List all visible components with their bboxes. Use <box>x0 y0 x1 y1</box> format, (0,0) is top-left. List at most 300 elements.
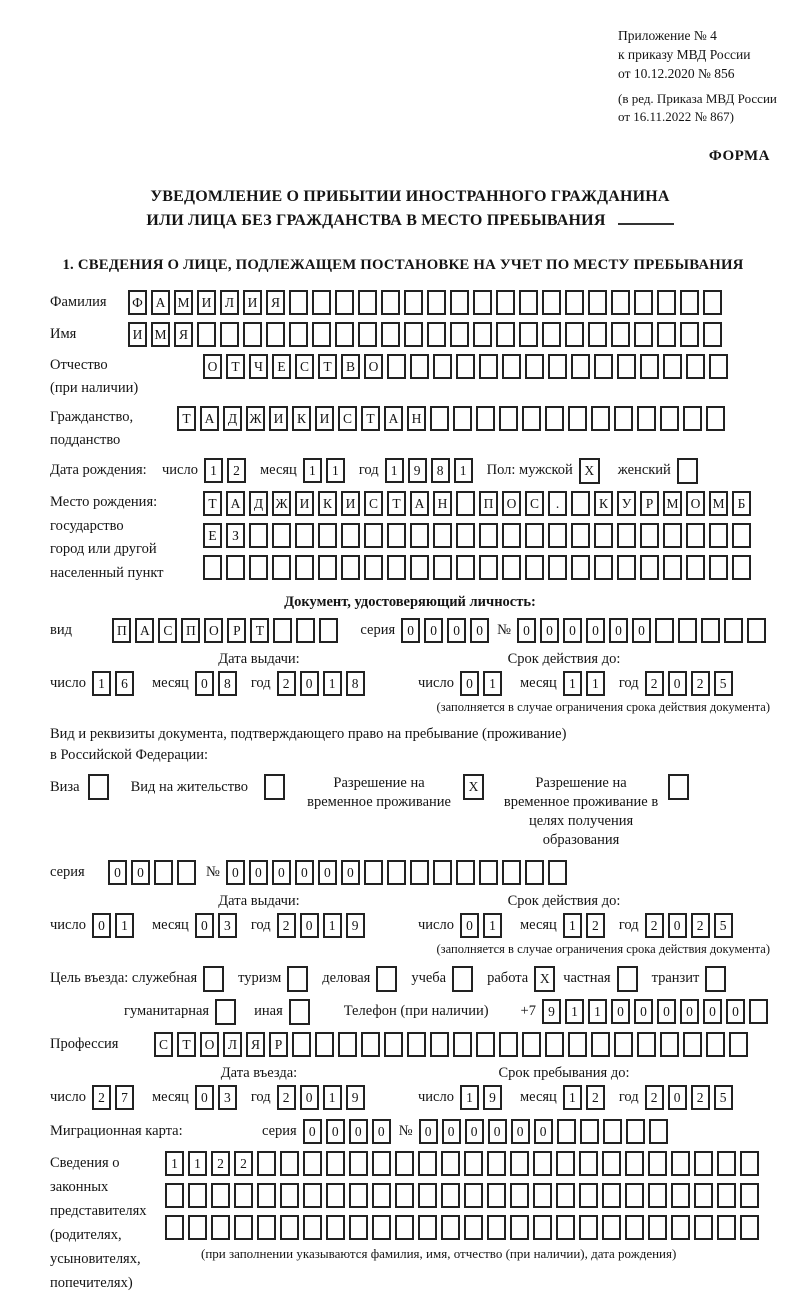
char-cell[interactable] <box>358 322 377 347</box>
char-cell[interactable] <box>292 1032 311 1057</box>
char-cell[interactable] <box>464 1215 483 1240</box>
char-cell[interactable] <box>594 555 613 580</box>
entry-day-input[interactable] <box>92 1085 138 1110</box>
char-cell[interactable]: 1 <box>483 913 502 938</box>
char-cell[interactable] <box>295 555 314 580</box>
char-cell[interactable]: 8 <box>431 458 450 483</box>
char-cell[interactable] <box>571 354 590 379</box>
char-cell[interactable]: М <box>174 290 193 315</box>
char-cell[interactable] <box>694 1183 713 1208</box>
char-cell[interactable] <box>381 322 400 347</box>
char-cell[interactable] <box>479 860 498 885</box>
char-cell[interactable] <box>724 618 743 643</box>
birthplace-line2-input[interactable] <box>203 523 755 548</box>
char-cell[interactable]: О <box>364 354 383 379</box>
char-cell[interactable] <box>502 555 521 580</box>
char-cell[interactable]: 0 <box>349 1119 368 1144</box>
char-cell[interactable] <box>625 1151 644 1176</box>
char-cell[interactable] <box>280 1151 299 1176</box>
char-cell[interactable]: 1 <box>165 1151 184 1176</box>
citizenship-input[interactable] <box>177 406 729 431</box>
char-cell[interactable] <box>525 555 544 580</box>
char-cell[interactable] <box>453 406 472 431</box>
char-cell[interactable]: С <box>158 618 177 643</box>
char-cell[interactable] <box>749 999 768 1024</box>
char-cell[interactable] <box>680 322 699 347</box>
legal-reps-line1-input[interactable] <box>165 1151 763 1176</box>
char-cell[interactable] <box>568 1032 587 1057</box>
char-cell[interactable] <box>349 1215 368 1240</box>
char-cell[interactable]: 0 <box>424 618 443 643</box>
char-cell[interactable] <box>404 322 423 347</box>
char-cell[interactable]: 2 <box>691 913 710 938</box>
char-cell[interactable]: 1 <box>565 999 584 1024</box>
res-valid-year-input[interactable] <box>645 913 737 938</box>
char-cell[interactable]: И <box>315 406 334 431</box>
char-cell[interactable] <box>266 322 285 347</box>
char-cell[interactable]: 1 <box>188 1151 207 1176</box>
res-issue-year-input[interactable] <box>277 913 369 938</box>
char-cell[interactable] <box>289 322 308 347</box>
char-cell[interactable]: М <box>151 322 170 347</box>
char-cell[interactable] <box>525 860 544 885</box>
char-cell[interactable]: Б <box>732 491 751 516</box>
char-cell[interactable]: У <box>617 491 636 516</box>
char-cell[interactable] <box>545 406 564 431</box>
char-cell[interactable] <box>648 1151 667 1176</box>
char-cell[interactable] <box>249 555 268 580</box>
stay-year-input[interactable] <box>645 1085 737 1110</box>
char-cell[interactable]: Ф <box>128 290 147 315</box>
char-cell[interactable]: 0 <box>318 860 337 885</box>
char-cell[interactable] <box>372 1183 391 1208</box>
char-cell[interactable]: 9 <box>346 1085 365 1110</box>
char-cell[interactable] <box>430 1032 449 1057</box>
char-cell[interactable]: 0 <box>611 999 630 1024</box>
char-cell[interactable] <box>326 1183 345 1208</box>
char-cell[interactable] <box>709 523 728 548</box>
purpose-work-checkbox[interactable] <box>534 966 559 992</box>
char-cell[interactable]: 9 <box>346 913 365 938</box>
char-cell[interactable] <box>694 1151 713 1176</box>
char-cell[interactable]: 2 <box>92 1085 111 1110</box>
char-cell[interactable] <box>410 555 429 580</box>
char-cell[interactable]: С <box>295 354 314 379</box>
char-cell[interactable]: 5 <box>714 671 733 696</box>
char-cell[interactable]: 0 <box>300 913 319 938</box>
char-cell[interactable]: И <box>128 322 147 347</box>
char-cell[interactable]: Я <box>266 290 285 315</box>
char-cell[interactable] <box>640 523 659 548</box>
char-cell[interactable] <box>655 618 674 643</box>
char-cell[interactable]: 0 <box>511 1119 530 1144</box>
char-cell[interactable]: 1 <box>454 458 473 483</box>
patronymic-input[interactable] <box>203 354 732 379</box>
stay-month-input[interactable] <box>563 1085 609 1110</box>
char-cell[interactable] <box>243 322 262 347</box>
res-number-input[interactable] <box>226 860 571 885</box>
char-cell[interactable]: 0 <box>226 860 245 885</box>
res-valid-day-input[interactable] <box>460 913 506 938</box>
char-cell[interactable]: Т <box>361 406 380 431</box>
char-cell[interactable]: 0 <box>300 671 319 696</box>
char-cell[interactable] <box>579 1151 598 1176</box>
char-cell[interactable] <box>364 523 383 548</box>
char-cell[interactable] <box>441 1151 460 1176</box>
sex-male-checkbox[interactable] <box>579 458 604 484</box>
char-cell[interactable]: 1 <box>563 913 582 938</box>
char-cell[interactable] <box>614 406 633 431</box>
char-cell[interactable] <box>220 322 239 347</box>
char-cell[interactable] <box>680 290 699 315</box>
char-cell[interactable]: 0 <box>341 860 360 885</box>
char-cell[interactable]: 0 <box>195 913 214 938</box>
char-cell[interactable] <box>519 290 538 315</box>
birth-month-input[interactable] <box>303 458 349 483</box>
char-cell[interactable] <box>617 523 636 548</box>
purpose-transit-checkbox[interactable] <box>705 966 730 992</box>
char-cell[interactable] <box>326 1151 345 1176</box>
char-cell[interactable] <box>318 523 337 548</box>
char-cell[interactable] <box>418 1151 437 1176</box>
char-cell[interactable] <box>473 290 492 315</box>
surname-input[interactable] <box>128 290 726 315</box>
char-cell[interactable] <box>234 1183 253 1208</box>
char-cell[interactable] <box>165 1215 184 1240</box>
char-cell[interactable]: 0 <box>540 618 559 643</box>
char-cell[interactable]: 0 <box>586 618 605 643</box>
checkbox-cell[interactable] <box>289 999 310 1025</box>
char-cell[interactable] <box>395 1151 414 1176</box>
char-cell[interactable]: 0 <box>657 999 676 1024</box>
char-cell[interactable]: 9 <box>408 458 427 483</box>
char-cell[interactable] <box>706 1032 725 1057</box>
char-cell[interactable] <box>496 290 515 315</box>
phone-input[interactable] <box>542 999 772 1024</box>
char-cell[interactable] <box>625 1215 644 1240</box>
purpose-tourism-checkbox[interactable] <box>287 966 312 992</box>
char-cell[interactable] <box>381 290 400 315</box>
char-cell[interactable] <box>694 1215 713 1240</box>
char-cell[interactable] <box>272 523 291 548</box>
char-cell[interactable] <box>602 1183 621 1208</box>
char-cell[interactable] <box>441 1183 460 1208</box>
char-cell[interactable] <box>487 1183 506 1208</box>
char-cell[interactable] <box>364 860 383 885</box>
doc-issue-month-input[interactable] <box>195 671 241 696</box>
stay-day-input[interactable] <box>460 1085 506 1110</box>
char-cell[interactable] <box>433 523 452 548</box>
char-cell[interactable]: Н <box>407 406 426 431</box>
char-cell[interactable] <box>703 322 722 347</box>
char-cell[interactable]: 0 <box>419 1119 438 1144</box>
checkbox-cell[interactable]: X <box>463 774 484 800</box>
char-cell[interactable]: Т <box>177 406 196 431</box>
char-cell[interactable] <box>338 1032 357 1057</box>
char-cell[interactable]: 0 <box>295 860 314 885</box>
checkbox-cell[interactable]: X <box>579 458 600 484</box>
char-cell[interactable] <box>740 1151 759 1176</box>
char-cell[interactable] <box>341 555 360 580</box>
checkbox-cell[interactable] <box>452 966 473 992</box>
char-cell[interactable]: Ж <box>246 406 265 431</box>
char-cell[interactable]: 2 <box>645 1085 664 1110</box>
char-cell[interactable]: Т <box>318 354 337 379</box>
char-cell[interactable]: 0 <box>326 1119 345 1144</box>
char-cell[interactable] <box>602 1215 621 1240</box>
temp-residence-checkbox[interactable] <box>463 774 488 800</box>
char-cell[interactable]: И <box>341 491 360 516</box>
char-cell[interactable] <box>579 1183 598 1208</box>
char-cell[interactable] <box>335 290 354 315</box>
char-cell[interactable] <box>407 1032 426 1057</box>
char-cell[interactable] <box>387 523 406 548</box>
char-cell[interactable]: А <box>151 290 170 315</box>
char-cell[interactable] <box>177 860 196 885</box>
char-cell[interactable]: 0 <box>609 618 628 643</box>
char-cell[interactable]: 2 <box>277 913 296 938</box>
char-cell[interactable] <box>456 860 475 885</box>
char-cell[interactable] <box>556 1151 575 1176</box>
char-cell[interactable]: 5 <box>714 913 733 938</box>
char-cell[interactable]: В <box>341 354 360 379</box>
char-cell[interactable] <box>588 322 607 347</box>
char-cell[interactable] <box>502 354 521 379</box>
char-cell[interactable] <box>295 523 314 548</box>
char-cell[interactable]: 0 <box>401 618 420 643</box>
char-cell[interactable] <box>686 354 705 379</box>
char-cell[interactable]: 2 <box>691 671 710 696</box>
char-cell[interactable]: 0 <box>465 1119 484 1144</box>
char-cell[interactable]: Р <box>269 1032 288 1057</box>
char-cell[interactable] <box>594 523 613 548</box>
char-cell[interactable] <box>533 1215 552 1240</box>
char-cell[interactable] <box>557 1119 576 1144</box>
char-cell[interactable] <box>626 1119 645 1144</box>
char-cell[interactable] <box>165 1183 184 1208</box>
res-series-input[interactable] <box>108 860 200 885</box>
res-issue-month-input[interactable] <box>195 913 241 938</box>
char-cell[interactable] <box>303 1183 322 1208</box>
char-cell[interactable] <box>701 618 720 643</box>
doc-valid-month-input[interactable] <box>563 671 609 696</box>
char-cell[interactable] <box>663 354 682 379</box>
char-cell[interactable] <box>361 1032 380 1057</box>
char-cell[interactable] <box>430 406 449 431</box>
char-cell[interactable] <box>188 1183 207 1208</box>
char-cell[interactable]: Л <box>223 1032 242 1057</box>
char-cell[interactable] <box>649 1119 668 1144</box>
purpose-study-checkbox[interactable] <box>452 966 477 992</box>
char-cell[interactable] <box>640 354 659 379</box>
char-cell[interactable]: 1 <box>385 458 404 483</box>
char-cell[interactable] <box>660 1032 679 1057</box>
char-cell[interactable]: 0 <box>563 618 582 643</box>
char-cell[interactable] <box>637 406 656 431</box>
char-cell[interactable]: Т <box>226 354 245 379</box>
char-cell[interactable] <box>591 1032 610 1057</box>
char-cell[interactable] <box>453 1032 472 1057</box>
char-cell[interactable] <box>387 860 406 885</box>
char-cell[interactable] <box>671 1215 690 1240</box>
legal-reps-line2-input[interactable] <box>165 1183 763 1208</box>
char-cell[interactable]: 0 <box>303 1119 322 1144</box>
char-cell[interactable] <box>211 1215 230 1240</box>
char-cell[interactable] <box>479 354 498 379</box>
char-cell[interactable]: 0 <box>534 1119 553 1144</box>
char-cell[interactable]: 8 <box>218 671 237 696</box>
char-cell[interactable] <box>525 354 544 379</box>
mig-number-input[interactable] <box>419 1119 672 1144</box>
char-cell[interactable]: 1 <box>586 671 605 696</box>
char-cell[interactable] <box>556 1215 575 1240</box>
char-cell[interactable] <box>387 354 406 379</box>
char-cell[interactable] <box>418 1215 437 1240</box>
char-cell[interactable] <box>395 1183 414 1208</box>
char-cell[interactable] <box>732 555 751 580</box>
char-cell[interactable]: К <box>594 491 613 516</box>
char-cell[interactable]: 0 <box>447 618 466 643</box>
char-cell[interactable] <box>548 555 567 580</box>
char-cell[interactable] <box>657 290 676 315</box>
char-cell[interactable]: 2 <box>586 913 605 938</box>
char-cell[interactable]: З <box>226 523 245 548</box>
char-cell[interactable]: 0 <box>488 1119 507 1144</box>
char-cell[interactable] <box>476 1032 495 1057</box>
char-cell[interactable] <box>568 406 587 431</box>
visa-checkbox[interactable] <box>88 774 113 800</box>
char-cell[interactable] <box>588 290 607 315</box>
char-cell[interactable] <box>732 523 751 548</box>
char-cell[interactable] <box>441 1215 460 1240</box>
char-cell[interactable] <box>548 523 567 548</box>
char-cell[interactable]: 2 <box>211 1151 230 1176</box>
char-cell[interactable] <box>625 1183 644 1208</box>
char-cell[interactable]: 0 <box>108 860 127 885</box>
checkbox-cell[interactable] <box>376 966 397 992</box>
doc-series-input[interactable] <box>401 618 493 643</box>
char-cell[interactable]: 2 <box>234 1151 253 1176</box>
char-cell[interactable]: 1 <box>326 458 345 483</box>
char-cell[interactable]: Т <box>177 1032 196 1057</box>
char-cell[interactable]: 9 <box>483 1085 502 1110</box>
char-cell[interactable]: 1 <box>563 1085 582 1110</box>
name-input[interactable] <box>128 322 726 347</box>
char-cell[interactable] <box>717 1183 736 1208</box>
char-cell[interactable]: О <box>203 354 222 379</box>
char-cell[interactable] <box>456 354 475 379</box>
char-cell[interactable]: Т <box>203 491 222 516</box>
char-cell[interactable] <box>387 555 406 580</box>
char-cell[interactable] <box>319 618 338 643</box>
purpose-humanitarian-checkbox[interactable] <box>215 999 240 1025</box>
char-cell[interactable] <box>318 555 337 580</box>
char-cell[interactable] <box>315 1032 334 1057</box>
char-cell[interactable]: П <box>181 618 200 643</box>
char-cell[interactable]: 0 <box>272 860 291 885</box>
char-cell[interactable] <box>312 322 331 347</box>
char-cell[interactable] <box>188 1215 207 1240</box>
checkbox-cell[interactable] <box>705 966 726 992</box>
char-cell[interactable] <box>487 1151 506 1176</box>
char-cell[interactable] <box>211 1183 230 1208</box>
char-cell[interactable] <box>580 1119 599 1144</box>
char-cell[interactable] <box>683 1032 702 1057</box>
char-cell[interactable] <box>565 322 584 347</box>
char-cell[interactable] <box>594 354 613 379</box>
char-cell[interactable] <box>303 1215 322 1240</box>
char-cell[interactable] <box>571 555 590 580</box>
char-cell[interactable]: И <box>269 406 288 431</box>
char-cell[interactable]: 5 <box>714 1085 733 1110</box>
checkbox-cell[interactable] <box>88 774 109 800</box>
char-cell[interactable] <box>602 1151 621 1176</box>
char-cell[interactable]: 2 <box>586 1085 605 1110</box>
char-cell[interactable]: Ч <box>249 354 268 379</box>
char-cell[interactable]: 2 <box>691 1085 710 1110</box>
char-cell[interactable]: О <box>200 1032 219 1057</box>
char-cell[interactable] <box>154 860 173 885</box>
char-cell[interactable]: Д <box>223 406 242 431</box>
mig-series-input[interactable] <box>303 1119 395 1144</box>
char-cell[interactable] <box>502 523 521 548</box>
char-cell[interactable]: 0 <box>372 1119 391 1144</box>
char-cell[interactable]: И <box>243 290 262 315</box>
res-valid-month-input[interactable] <box>563 913 609 938</box>
char-cell[interactable]: 1 <box>483 671 502 696</box>
char-cell[interactable] <box>510 1151 529 1176</box>
char-cell[interactable]: Е <box>203 523 222 548</box>
residence-permit-checkbox[interactable] <box>264 774 289 800</box>
char-cell[interactable] <box>418 1183 437 1208</box>
char-cell[interactable] <box>427 322 446 347</box>
char-cell[interactable] <box>640 555 659 580</box>
purpose-business-checkbox[interactable] <box>376 966 401 992</box>
char-cell[interactable] <box>611 290 630 315</box>
char-cell[interactable] <box>372 1215 391 1240</box>
char-cell[interactable] <box>464 1183 483 1208</box>
char-cell[interactable] <box>579 1215 598 1240</box>
char-cell[interactable]: 0 <box>632 618 651 643</box>
doc-valid-year-input[interactable] <box>645 671 737 696</box>
char-cell[interactable] <box>450 322 469 347</box>
res-issue-day-input[interactable] <box>92 913 138 938</box>
char-cell[interactable] <box>203 555 222 580</box>
char-cell[interactable]: П <box>479 491 498 516</box>
char-cell[interactable] <box>522 406 541 431</box>
char-cell[interactable]: 1 <box>303 458 322 483</box>
char-cell[interactable] <box>683 406 702 431</box>
checkbox-cell[interactable] <box>677 458 698 484</box>
checkbox-cell[interactable] <box>203 966 224 992</box>
char-cell[interactable]: 1 <box>460 1085 479 1110</box>
char-cell[interactable] <box>226 555 245 580</box>
char-cell[interactable] <box>499 1032 518 1057</box>
char-cell[interactable] <box>410 354 429 379</box>
char-cell[interactable] <box>456 555 475 580</box>
char-cell[interactable] <box>648 1183 667 1208</box>
char-cell[interactable] <box>479 523 498 548</box>
entry-year-input[interactable] <box>277 1085 369 1110</box>
char-cell[interactable] <box>364 555 383 580</box>
char-cell[interactable] <box>671 1151 690 1176</box>
char-cell[interactable] <box>341 523 360 548</box>
char-cell[interactable]: 1 <box>323 913 342 938</box>
char-cell[interactable]: С <box>154 1032 173 1057</box>
char-cell[interactable] <box>614 1032 633 1057</box>
purpose-official-checkbox[interactable] <box>203 966 228 992</box>
char-cell[interactable] <box>303 1151 322 1176</box>
